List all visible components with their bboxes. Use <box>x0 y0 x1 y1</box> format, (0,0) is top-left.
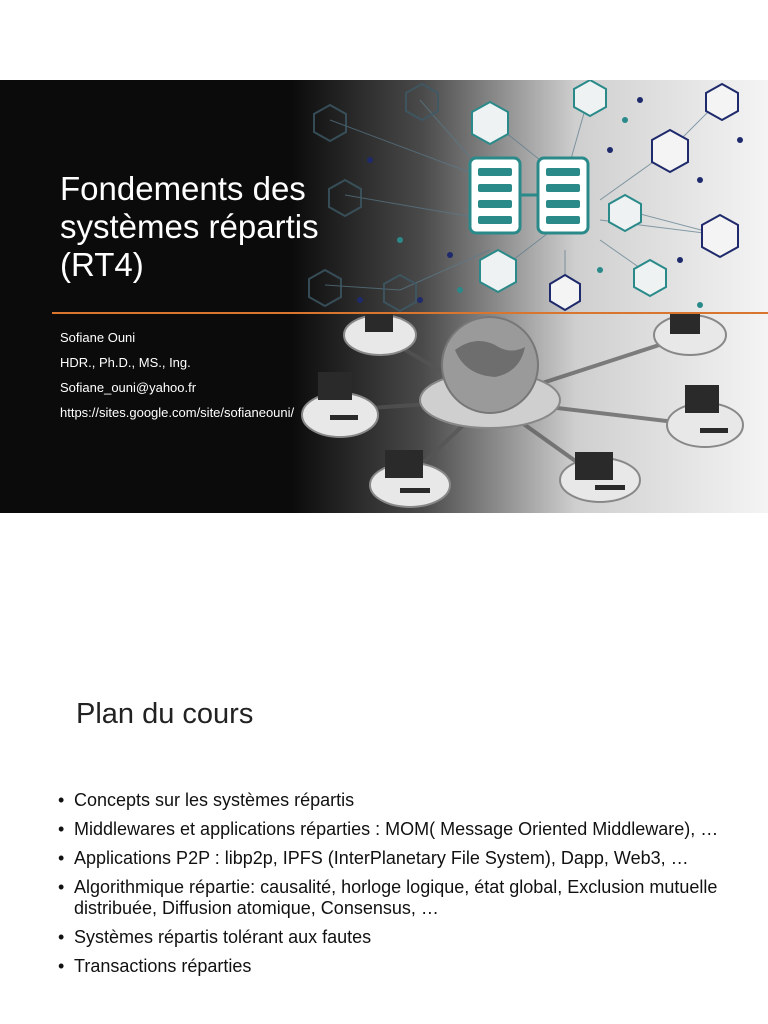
list-item: • Concepts sur les systèmes répartis <box>58 790 748 811</box>
title-line: (RT4) <box>60 246 144 283</box>
plan-title: Plan du cours <box>76 698 254 730</box>
author-website[interactable]: https://sites.google.com/site/sofianeouni/ <box>60 405 295 420</box>
author-email[interactable]: Sofiane_ouni@yahoo.fr <box>60 380 197 395</box>
list-item: • Applications P2P : libp2p, IPFS (InterPlanetary File System), Dapp, Web3, … <box>58 848 748 869</box>
list-item: • Transactions réparties <box>58 956 748 977</box>
list-item: • Middlewares et applications réparties : MOM( Message Oriented Middleware), … <box>58 819 748 840</box>
network-illustration <box>0 80 768 513</box>
plan-list <box>58 790 748 985</box>
title-slide <box>0 80 768 513</box>
title-line: systèmes répartis <box>60 208 319 245</box>
author-degrees: HDR., Ph.D., MS., Ing. <box>60 355 191 370</box>
title-line: Fondements des <box>60 170 306 207</box>
presentation-title <box>60 170 390 284</box>
title-divider <box>52 312 768 314</box>
list-item: • Systèmes répartis tolérant aux fautes <box>58 927 748 948</box>
author-name: Sofiane Ouni <box>60 330 136 345</box>
list-item: • Algorithmique répartie: causalité, horloge logique, état global, Exclusion mutuelle distribuée, Diffusion atomique, Consensus, … <box>58 877 748 919</box>
author-info <box>60 325 294 425</box>
